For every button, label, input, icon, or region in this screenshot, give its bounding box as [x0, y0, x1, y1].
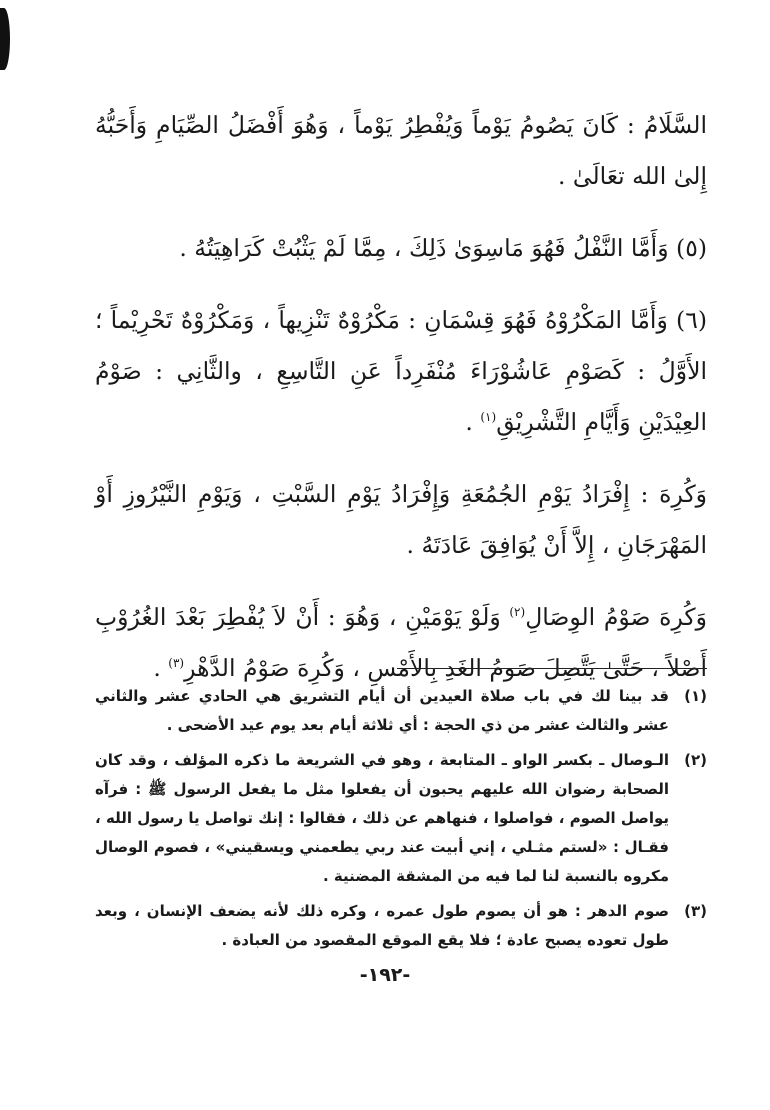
page-edge-mark — [0, 8, 10, 70]
footnote-number: (٣) — [684, 902, 707, 920]
footnote-1 — [95, 682, 707, 740]
paragraph-5-text-b: وَلَوْ يَوْمَيْنِ ، وَهُوَ : أَنْ لاَ يُفْطِرَ بَعْدَ الغُرُوْبِ أَصْلاً ، حَتَّىٰ يَتَّصِلَ صَومُ الغَدِ بِالأَمْسِ ، وَكُرِهَ صَوْمُ الدَّهْرِ — [95, 603, 707, 682]
paragraph-3: (٦) وَأَمَّا المَكْرُوْهُ فَهُوَ قِسْمَانِ : مَكْرُوْهٌ تَنْزِيهاً ، وَمَكْرُوْهٌ تَحْرِيْماً ؛ الأَوَّلُ : كَصَوْمِ عَاشُوْرَاءَ مُنْفَرِداً عَنِ التَّاسِعِ ، والثَّانِي : صَوْمُ العِيْدَيْنِ وَأَيَّامِ التَّشْرِيْقِ$^{(١)}$ . — [95, 306, 707, 436]
footnote-text: قد بينا لك في باب صلاة العيدين أن أيام التشريق هي الحادي عشر والثاني عشر والثالث عشر من ذي الحجة : أي ثلاثة أيام بعد يوم عيد الأضحى . — [95, 687, 669, 734]
footnote-ref-2[interactable]: (٢) — [509, 605, 526, 620]
paragraph-3-text: (٦) وَأَمَّا المَكْرُوْهُ فَهُوَ قِسْمَانِ : مَكْرُوْهٌ تَنْزِيهاً ، وَمَكْرُوْهٌ تَحْرِيْماً ؛ الأَوَّلُ : كَصَوْمِ عَاشُوْرَاءَ مُنْفَرِداً عَنِ التَّاسِعِ ، والثَّانِي : صَوْمُ العِيْدَيْنِ وَأَيَّامِ التَّشْرِيْقِ — [95, 306, 707, 436]
page-number: -١٩٢- — [359, 964, 411, 986]
footnotes — [95, 682, 707, 961]
paragraph-1: السَّلَامُ : كَانَ يَصُومُ يَوْماً وَيُفْطِرُ يَوْماً ، وَهُوَ أَفْضَلُ الصِّيَامِ وَأَحَبُّهُ إِلىٰ الله تعَالَىٰ . — [95, 111, 707, 190]
footnote-divider — [397, 668, 707, 669]
footnote-3 — [95, 897, 707, 955]
footnote-text: الـوصال ـ بكسر الواو ـ المتابعة ، وهو في الشريعة ما ذكره المؤلف ، وقد كان الصحابة رضوان الله عليهم يحبون أن يفعلوا مثل ما يفعل الرسول ﷺ : فرآه يواصل الصوم ، فواصلوا ، فنهاهم عن ذلك ، فقالوا : إنك تواصل يا رسول الله ، فقـال : «لستم مثـلي ، إني أبيت عند ربي يطعمني ويسقيني» ، فصوم الوصال مكروه بالنسبة لنا لما فيه من المشقة المضنية . — [95, 751, 669, 885]
footnote-number: (٢) — [684, 751, 707, 769]
paragraph-5: وَكُرِهَ صَوْمُ الوِصَالِ$^{(٢)}$ وَلَوْ يَوْمَيْنِ ، وَهُوَ : أَنْ لاَ يُفْطِرَ بَعْدَ الغُرُوْبِ أَصْلاً ، حَتَّىٰ يَتَّصِلَ صَومُ الغَدِ بِالأَمْسِ ، وَكُرِهَ صَوْمُ الدَّهْرِ$^{(٣)}$ . — [95, 603, 707, 682]
footnote-number: (١) — [684, 687, 707, 705]
paragraph-2: (٥) وَأَمَّا النَّفْلُ فَهُوَ مَاسِوَىٰ ذَلِكَ ، مِمَّا لَمْ يَثْبُتْ كَرَاهِيَتُهُ . — [179, 234, 707, 262]
paragraph-4: وَكُرِهَ : إِفْرَادُ يَوْمِ الجُمُعَةِ وَإِفْرَادُ يَوْمِ السَّبْتِ ، وَيَوْمِ النَّيْرُوزِ أَوْ المَهْرَجَانِ ، إِلاَّ أَنْ يُوَافِقَ عَادَتَهُ . — [95, 480, 707, 559]
footnote-ref-1[interactable]: (١) — [480, 410, 497, 425]
footnote-text: صوم الدهر : هو أن يصوم طول عمره ، وكره ذلك لأنه يضعف الإنسان ، وبعد طول تعوده يصبح عادة ؛ فلا يقع الموقع المقصود من العبادة . — [95, 902, 669, 949]
paragraph-5-text-a: وَكُرِهَ صَوْمُ الوِصَالِ — [525, 603, 707, 631]
footnote-2 — [95, 746, 707, 891]
footnote-ref-3[interactable]: (٣) — [168, 656, 185, 671]
main-text — [95, 100, 707, 694]
